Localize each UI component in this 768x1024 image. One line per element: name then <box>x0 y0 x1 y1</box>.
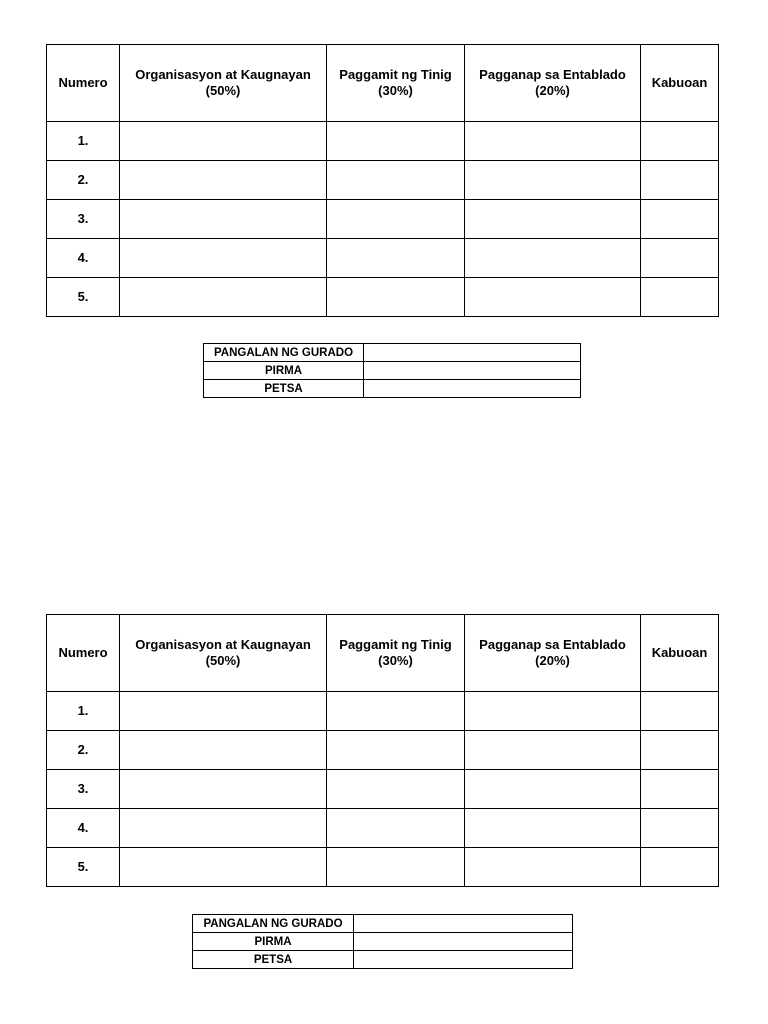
header-tinig-title: Paggamit ng Tinig <box>339 637 452 652</box>
header-organisasyon-title: Organisasyon at Kaugnayan <box>135 637 311 652</box>
table-row <box>47 122 719 161</box>
table-row <box>47 692 719 731</box>
kabuoan-score-cell[interactable] <box>641 731 719 770</box>
tinig-score-cell[interactable] <box>327 809 465 848</box>
row-number: 5. <box>47 278 120 317</box>
row-number: 3. <box>47 770 120 809</box>
organisasyon-score-cell[interactable] <box>120 122 327 161</box>
header-organisasyon-title: Organisasyon at Kaugnayan <box>135 67 311 82</box>
signature-block-1 <box>203 343 581 398</box>
table-row <box>47 200 719 239</box>
signature-row-pangalan <box>204 344 581 362</box>
entablado-score-cell[interactable] <box>465 122 641 161</box>
header-entablado <box>465 615 641 692</box>
signature-row-petsa <box>193 951 573 969</box>
entablado-score-cell[interactable] <box>465 200 641 239</box>
entablado-score-cell[interactable] <box>465 731 641 770</box>
header-numero: Numero <box>47 615 120 692</box>
row-number: 5. <box>47 848 120 887</box>
entablado-score-cell[interactable] <box>465 848 641 887</box>
entablado-score-cell[interactable] <box>465 770 641 809</box>
row-number: 1. <box>47 122 120 161</box>
kabuoan-score-cell[interactable] <box>641 848 719 887</box>
row-number: 2. <box>47 161 120 200</box>
kabuoan-score-cell[interactable] <box>641 200 719 239</box>
tinig-score-cell[interactable] <box>327 122 465 161</box>
header-numero: Numero <box>47 45 120 122</box>
header-tinig-weight: (30%) <box>378 653 413 668</box>
organisasyon-score-cell[interactable] <box>120 278 327 317</box>
organisasyon-score-cell[interactable] <box>120 848 327 887</box>
tinig-score-cell[interactable] <box>327 770 465 809</box>
header-entablado-weight: (20%) <box>535 653 570 668</box>
pangalan-field[interactable] <box>364 344 581 362</box>
tinig-score-cell[interactable] <box>327 161 465 200</box>
row-number: 4. <box>47 809 120 848</box>
header-row <box>47 615 719 692</box>
organisasyon-score-cell[interactable] <box>120 770 327 809</box>
tinig-score-cell[interactable] <box>327 278 465 317</box>
table-row <box>47 731 719 770</box>
header-entablado <box>465 45 641 122</box>
pangalan-label: PANGALAN NG GURADO <box>204 344 364 362</box>
kabuoan-score-cell[interactable] <box>641 122 719 161</box>
row-number: 3. <box>47 200 120 239</box>
score-table-1 <box>46 44 719 317</box>
tinig-score-cell[interactable] <box>327 731 465 770</box>
signature-block-2 <box>192 914 573 969</box>
kabuoan-score-cell[interactable] <box>641 278 719 317</box>
header-tinig-weight: (30%) <box>378 83 413 98</box>
pirma-label: PIRMA <box>204 362 364 380</box>
table-row <box>47 278 719 317</box>
petsa-field[interactable] <box>364 380 581 398</box>
organisasyon-score-cell[interactable] <box>120 731 327 770</box>
petsa-field[interactable] <box>354 951 573 969</box>
kabuoan-score-cell[interactable] <box>641 239 719 278</box>
header-tinig <box>327 615 465 692</box>
signature-row-petsa <box>204 380 581 398</box>
pirma-field[interactable] <box>364 362 581 380</box>
entablado-score-cell[interactable] <box>465 161 641 200</box>
kabuoan-score-cell[interactable] <box>641 770 719 809</box>
table-row <box>47 809 719 848</box>
pangalan-label: PANGALAN NG GURADO <box>193 915 354 933</box>
header-row <box>47 45 719 122</box>
petsa-label: PETSA <box>193 951 354 969</box>
header-entablado-weight: (20%) <box>535 83 570 98</box>
header-kabuoan: Kabuoan <box>641 615 719 692</box>
entablado-score-cell[interactable] <box>465 278 641 317</box>
organisasyon-score-cell[interactable] <box>120 809 327 848</box>
tinig-score-cell[interactable] <box>327 200 465 239</box>
table-row <box>47 770 719 809</box>
kabuoan-score-cell[interactable] <box>641 809 719 848</box>
row-number: 4. <box>47 239 120 278</box>
kabuoan-score-cell[interactable] <box>641 161 719 200</box>
pirma-label: PIRMA <box>193 933 354 951</box>
entablado-score-cell[interactable] <box>465 239 641 278</box>
organisasyon-score-cell[interactable] <box>120 692 327 731</box>
petsa-label: PETSA <box>204 380 364 398</box>
tinig-score-cell[interactable] <box>327 692 465 731</box>
signature-row-pangalan <box>193 915 573 933</box>
organisasyon-score-cell[interactable] <box>120 161 327 200</box>
kabuoan-score-cell[interactable] <box>641 692 719 731</box>
header-entablado-title: Pagganap sa Entablado <box>479 67 626 82</box>
organisasyon-score-cell[interactable] <box>120 200 327 239</box>
header-organisasyon <box>120 615 327 692</box>
header-organisasyon-weight: (50%) <box>205 653 241 668</box>
header-kabuoan: Kabuoan <box>641 45 719 122</box>
row-number: 1. <box>47 692 120 731</box>
entablado-score-cell[interactable] <box>465 809 641 848</box>
header-entablado-title: Pagganap sa Entablado <box>479 637 626 652</box>
table-row <box>47 161 719 200</box>
header-organisasyon <box>120 45 327 122</box>
pirma-field[interactable] <box>354 933 573 951</box>
row-number: 2. <box>47 731 120 770</box>
signature-row-pirma <box>204 362 581 380</box>
score-table-2 <box>46 614 719 887</box>
tinig-score-cell[interactable] <box>327 239 465 278</box>
entablado-score-cell[interactable] <box>465 692 641 731</box>
signature-row-pirma <box>193 933 573 951</box>
table-row <box>47 239 719 278</box>
header-organisasyon-weight: (50%) <box>205 83 241 98</box>
header-tinig-title: Paggamit ng Tinig <box>339 67 452 82</box>
pangalan-field[interactable] <box>354 915 573 933</box>
organisasyon-score-cell[interactable] <box>120 239 327 278</box>
tinig-score-cell[interactable] <box>327 848 465 887</box>
header-tinig <box>327 45 465 122</box>
table-row <box>47 848 719 887</box>
